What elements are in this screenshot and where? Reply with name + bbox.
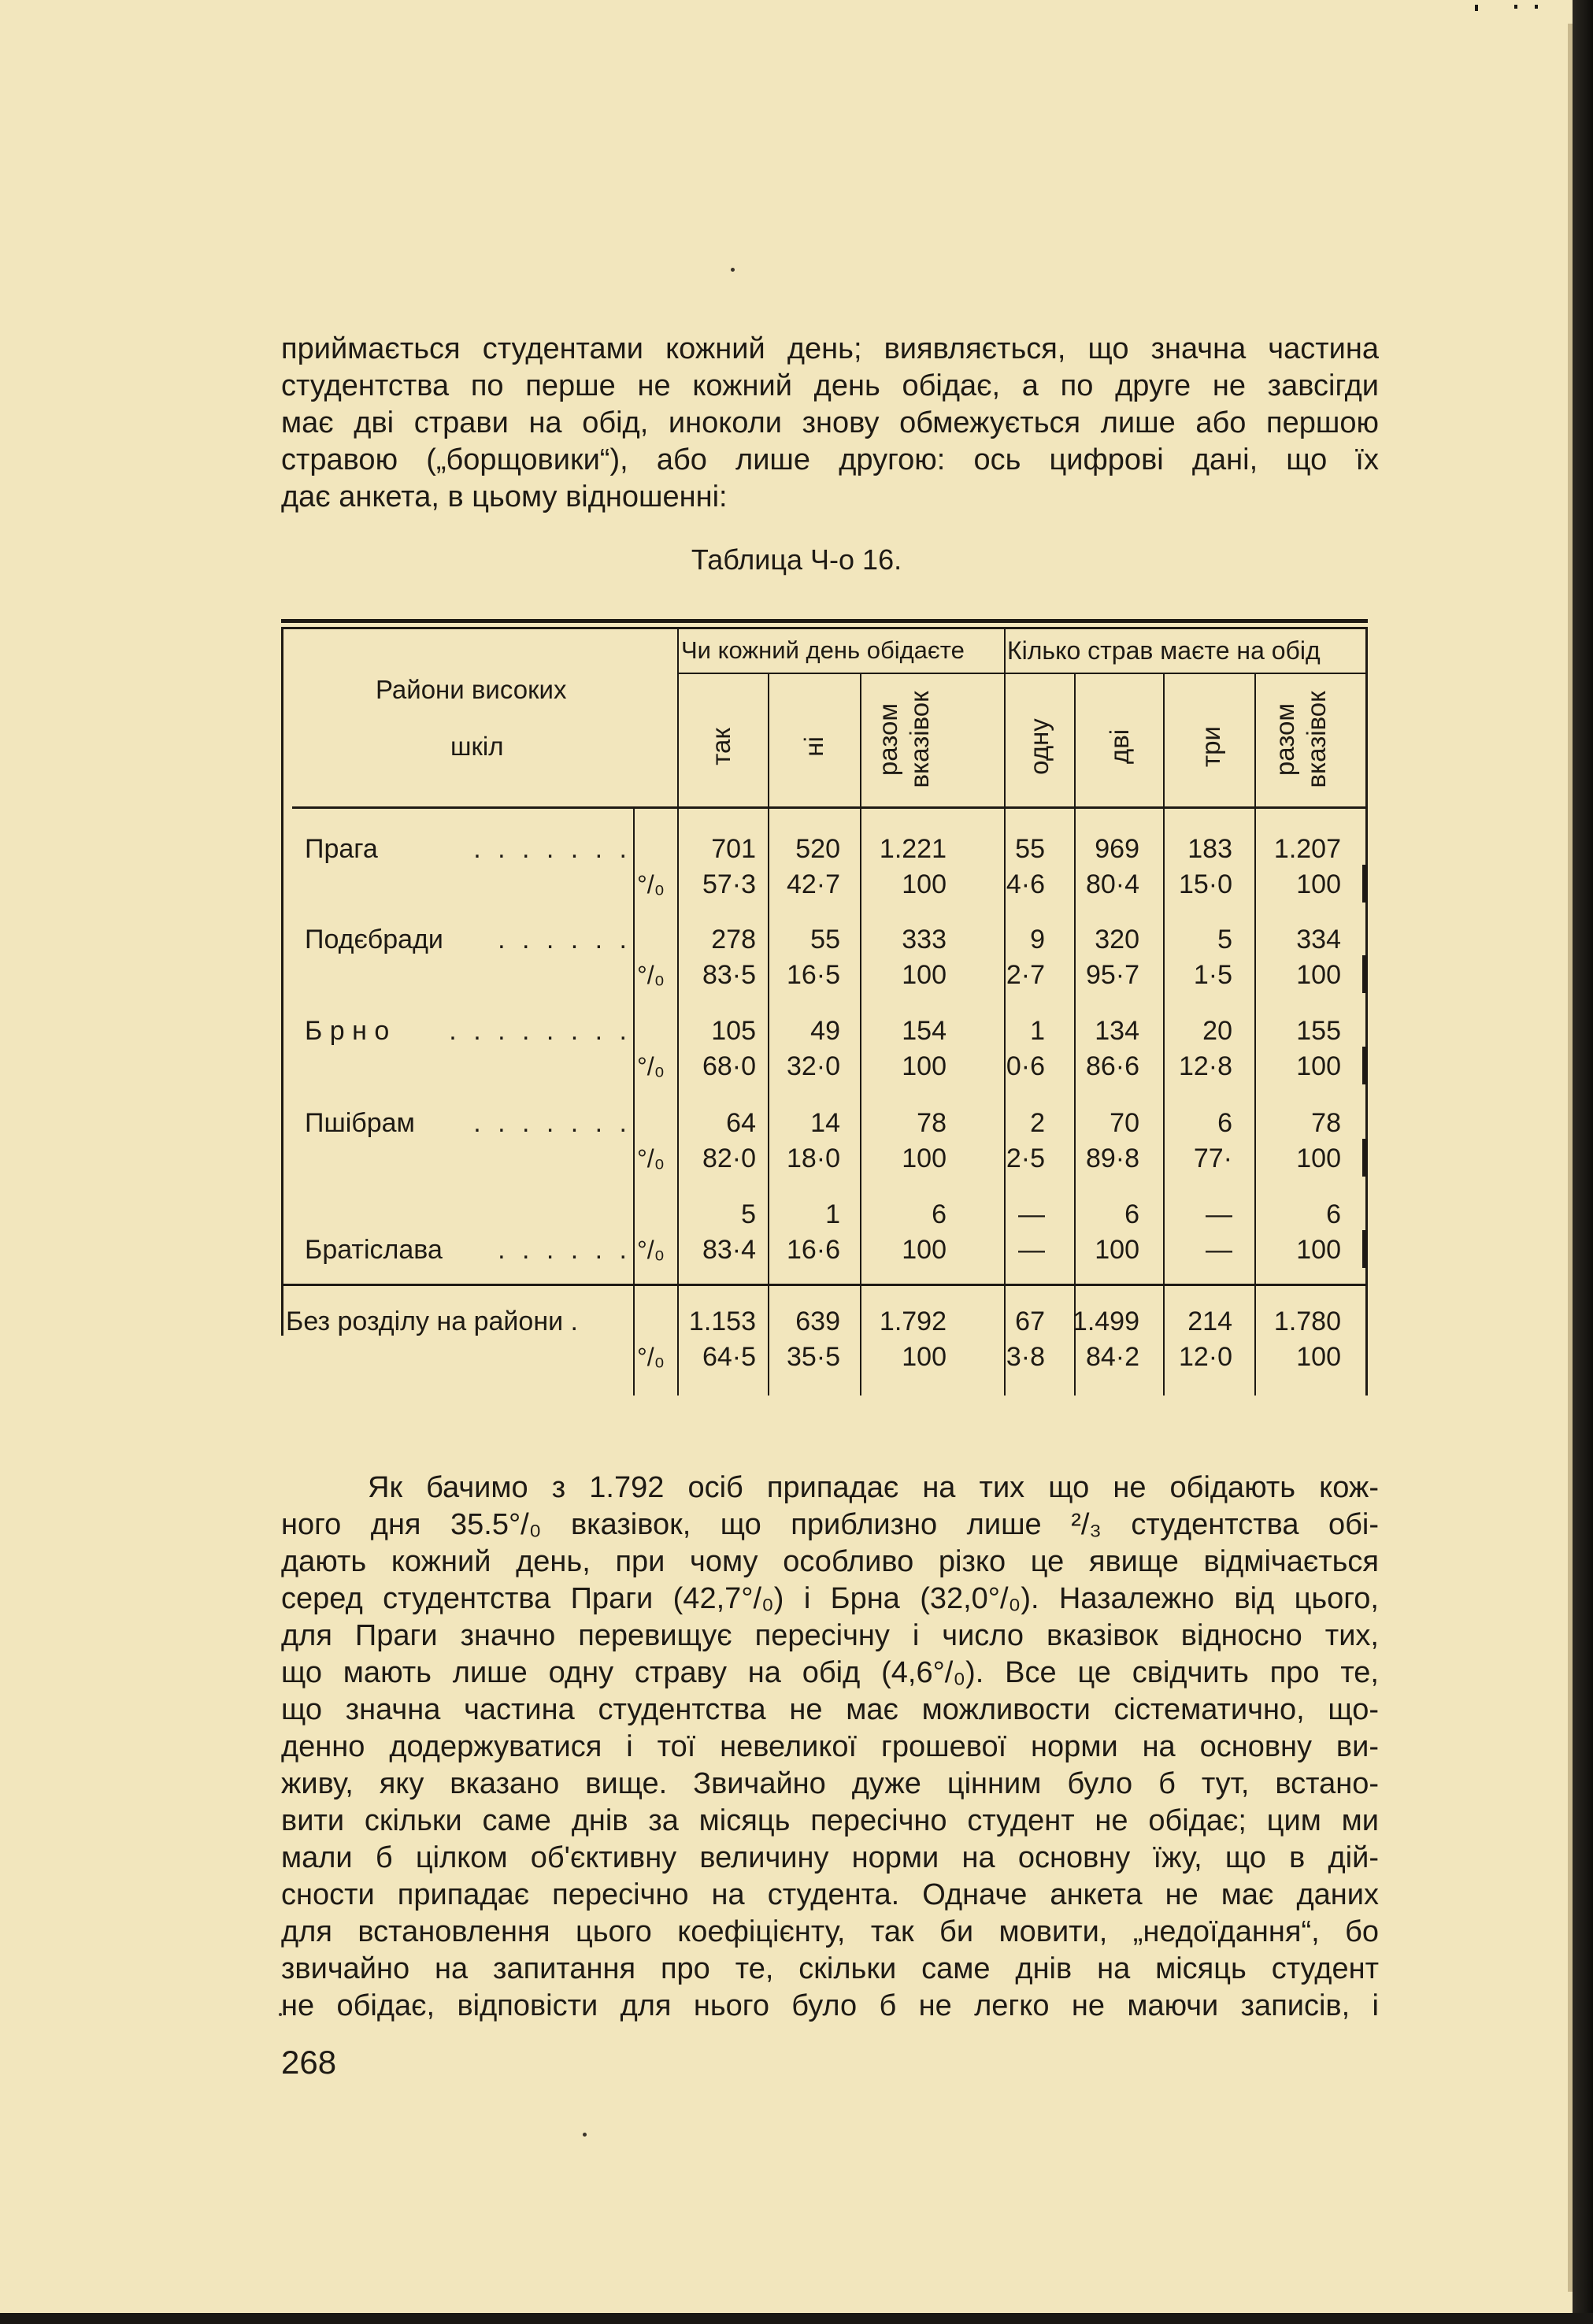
row-percent-sign: °/₀ [637, 1343, 665, 1371]
col-header-total-2a: разом [1270, 702, 1299, 777]
table-cell: 67 [1015, 1307, 1045, 1336]
row-leader-dots: . . . . . . . [473, 1108, 632, 1138]
row-district-name: Пшібрам [305, 1108, 415, 1138]
table-cell: 35·5 [786, 1342, 840, 1372]
row-leader-dots: . . . . . . [498, 925, 632, 954]
text-line: має дві страви на обід, иноколи знову обмежується лише або першою [281, 406, 1379, 439]
text-line: дає анкета, в цьому відношенні: [281, 480, 728, 513]
text-line: для встановлення цього коефіцієнту, так би мовити, „недоїдання“, бо [281, 1915, 1379, 1948]
table-cell: 701 [711, 834, 756, 864]
col-header-yes: так [706, 728, 735, 765]
text-line: студентства по перше не кожний день обідає, а по друге не завсігди [281, 369, 1379, 402]
table-cell: 1.221 [879, 834, 947, 864]
col-header-three: три [1196, 726, 1225, 767]
table-cell: 42·7 [786, 869, 840, 899]
col-header-total-2b: вказівок [1302, 691, 1331, 788]
table-cell: 134 [1095, 1016, 1139, 1046]
table-cell: 6 [1326, 1199, 1341, 1229]
table-cell: 6 [932, 1199, 947, 1229]
table-cell: 214 [1187, 1307, 1232, 1336]
table-cell: 5 [741, 1199, 756, 1229]
table-cell: — [1206, 1235, 1232, 1265]
table-cell: 320 [1095, 925, 1139, 954]
table-cell: — [1206, 1199, 1232, 1229]
table-cell: 100 [902, 1051, 947, 1081]
table-cell: 84·2 [1085, 1342, 1139, 1372]
table-cell: 18·0 [786, 1143, 840, 1173]
table-cell: 64·5 [702, 1342, 756, 1372]
table-cell: — [1018, 1235, 1045, 1265]
table-cell: 100 [1095, 1235, 1139, 1265]
table-cell: 78 [917, 1108, 947, 1138]
table-cell: 83·5 [702, 960, 756, 990]
row-percent-sign: °/₀ [637, 961, 665, 989]
row-separator [1362, 865, 1365, 903]
table-cell: 68·0 [702, 1051, 756, 1081]
table-cell: 4·6 [1006, 869, 1045, 899]
text-line: для Праги значно перевищує пересічну і число вказівок відносно тих, [281, 1619, 1379, 1652]
table-cell: 100 [1296, 960, 1341, 990]
table-cell: — [1018, 1199, 1045, 1229]
table-cell: 6 [1217, 1108, 1232, 1138]
text-line: Як бачимо з 1.792 осіб припадає на тих що не обідають кож- [368, 1471, 1379, 1504]
text-line: денно додержуватися і тої невеликої грошевої норми на основну ви- [281, 1730, 1379, 1763]
table-cell: 154 [902, 1016, 947, 1046]
table-cell: 77· [1193, 1143, 1232, 1173]
table-caption: Таблица Ч-о 16. [691, 543, 902, 576]
text-line: що значна частина студентства не має можливости сістематично, що- [281, 1693, 1379, 1726]
row-separator [1362, 1139, 1365, 1177]
col-header-two: дві [1105, 728, 1134, 765]
scan-edge-bottom [0, 2313, 1593, 2324]
table-cell: 64 [726, 1108, 756, 1138]
row-separator [1362, 1047, 1365, 1084]
text-line: мали б цілком об'єктивну величину норми на основну їжу, що в дій- [281, 1841, 1379, 1874]
table-cell: 2·5 [1006, 1143, 1045, 1173]
table-cell: 70 [1110, 1108, 1139, 1138]
table-cell: 1.780 [1273, 1307, 1341, 1336]
table-cell: 100 [1296, 1143, 1341, 1173]
page-number: 268 [281, 2044, 337, 2081]
row-percent-sign: °/₀ [637, 1144, 665, 1173]
paragraph-bottom [281, 1470, 1379, 2025]
table-cell: 100 [902, 1342, 947, 1372]
row-percent-sign: °/₀ [637, 870, 665, 899]
row-district-name: Прага [305, 834, 378, 864]
table-cell: 6 [1124, 1199, 1139, 1229]
text-line: дають кожний день, при чому особливо різко це явище відмічається [281, 1545, 1379, 1578]
table-cell: 95·7 [1085, 960, 1139, 990]
table-cell: 83·4 [702, 1235, 756, 1265]
table-cell: 2 [1030, 1108, 1045, 1138]
table-cell: 12·0 [1178, 1342, 1232, 1372]
table-cell: 333 [902, 925, 947, 954]
table-cell: 80·4 [1085, 869, 1139, 899]
row-leader-dots: . . . . . . . [473, 834, 632, 864]
table-cell: 15·0 [1178, 869, 1232, 899]
table-cell: 639 [795, 1307, 840, 1336]
table-cell: 1 [825, 1199, 840, 1229]
data-table [281, 619, 1368, 1396]
table-cell: 3·8 [1006, 1342, 1045, 1372]
header-group-dishes: Кілько страв маєте на обід [1007, 636, 1321, 665]
header-schools: шкіл [450, 732, 504, 761]
table-cell: 89·8 [1085, 1143, 1139, 1173]
table-cell: 0·6 [1006, 1051, 1045, 1081]
row-percent-sign: °/₀ [637, 1236, 665, 1264]
table-cell: 16·5 [786, 960, 840, 990]
table-cell: 100 [902, 869, 947, 899]
table-cell: 1.499 [1072, 1307, 1139, 1336]
row-separator [1362, 955, 1365, 993]
text-line: що мають лише одну страву на обід (4,6°/₀). Все це свідчить про те, [281, 1656, 1379, 1689]
table-cell: 1.153 [688, 1307, 756, 1336]
table-cell: 520 [795, 834, 840, 864]
header-districts: Райони високих [376, 675, 567, 704]
paragraph-top [281, 331, 1379, 516]
text-line: звичайно на запитання про те, скільки саме днів на місяць студент [281, 1952, 1379, 1985]
table-cell: 100 [1296, 869, 1341, 899]
table-cell: 100 [1296, 1051, 1341, 1081]
text-line: вити скільки саме днів за місяць пересічно студент не обідає; цим ми [281, 1804, 1379, 1837]
table-cell: 2·7 [1006, 960, 1045, 990]
table-cell: 49 [810, 1016, 840, 1046]
table-cell: 14 [810, 1108, 840, 1138]
table-cell: 1.207 [1273, 834, 1341, 864]
col-header-one: одну [1024, 718, 1054, 775]
table-cell: 5 [1217, 925, 1232, 954]
table-cell: 16·6 [786, 1235, 840, 1265]
table-cell: 1·5 [1193, 960, 1232, 990]
table-cell: 86·6 [1085, 1051, 1139, 1081]
text-line: живу, яку вказано вище. Звичайно дуже цінним було б тут, встано- [281, 1767, 1379, 1800]
scan-edge-inner [1568, 24, 1573, 2292]
row-district-name: Подєбради [305, 925, 443, 954]
table-cell: 969 [1095, 834, 1139, 864]
table-cell: 57·3 [702, 869, 756, 899]
scan-marks [1467, 5, 1562, 13]
table-cell: 100 [902, 1143, 947, 1173]
header-group-daily: Чи кожний день обідаєте [681, 636, 965, 664]
row-percent-sign: °/₀ [637, 1052, 665, 1080]
text-line: серед студентства Праги (42,7°/₀) і Брна (32,0°/₀). Назалежно від цього, [281, 1582, 1379, 1615]
table-cell: 100 [1296, 1235, 1341, 1265]
text-line: ного дня 35.5°/₀ вказівок, що приблизно лише ²/₃ студентства обі- [281, 1508, 1379, 1541]
text-line: сности припадає пересічно на студента. Одначе анкета не має даних [281, 1878, 1379, 1911]
table-cell: 20 [1202, 1016, 1232, 1046]
text-line: не обідає, відповісти для нього було б не легко не маючи записів, і [281, 1989, 1379, 2022]
table-cell: 82·0 [702, 1143, 756, 1173]
table-cell: 183 [1187, 834, 1232, 864]
table-cell: 78 [1311, 1108, 1341, 1138]
text-line: стравою („борщовики“), або лише другою: ось цифрові дані, що їх [281, 443, 1379, 476]
table-cell: 278 [711, 925, 756, 954]
row-district-name: Без розділу на райони . [286, 1307, 578, 1336]
table-cell: 32·0 [786, 1051, 840, 1081]
col-header-total-1a: разом [873, 702, 902, 777]
row-leader-dots: . . . . . . . . [449, 1016, 632, 1046]
table-cell: 55 [810, 925, 840, 954]
table-cell: 105 [711, 1016, 756, 1046]
table-cell: 100 [902, 1235, 947, 1265]
table-cell: 1 [1030, 1016, 1045, 1046]
table-cell: 1.792 [879, 1307, 947, 1336]
table-cell: 12·8 [1178, 1051, 1232, 1081]
text-line: приймається студентами кожний день; виявляється, що значна частина [281, 332, 1379, 365]
col-header-no: ні [799, 736, 828, 757]
row-district-name: Братіслава [305, 1235, 443, 1265]
table-cell: 155 [1296, 1016, 1341, 1046]
table-cell: 55 [1015, 834, 1045, 864]
row-district-name: Б р н о [305, 1016, 390, 1046]
row-separator [1362, 1230, 1365, 1268]
table-cell: 9 [1030, 925, 1045, 954]
scan-edge-right [1573, 0, 1593, 2324]
col-header-total-1b: вказівок [905, 691, 934, 788]
table-cell: 100 [902, 960, 947, 990]
table-cell: 100 [1296, 1342, 1341, 1372]
row-leader-dots: . . . . . . [498, 1235, 632, 1265]
table-cell: 334 [1296, 925, 1341, 954]
